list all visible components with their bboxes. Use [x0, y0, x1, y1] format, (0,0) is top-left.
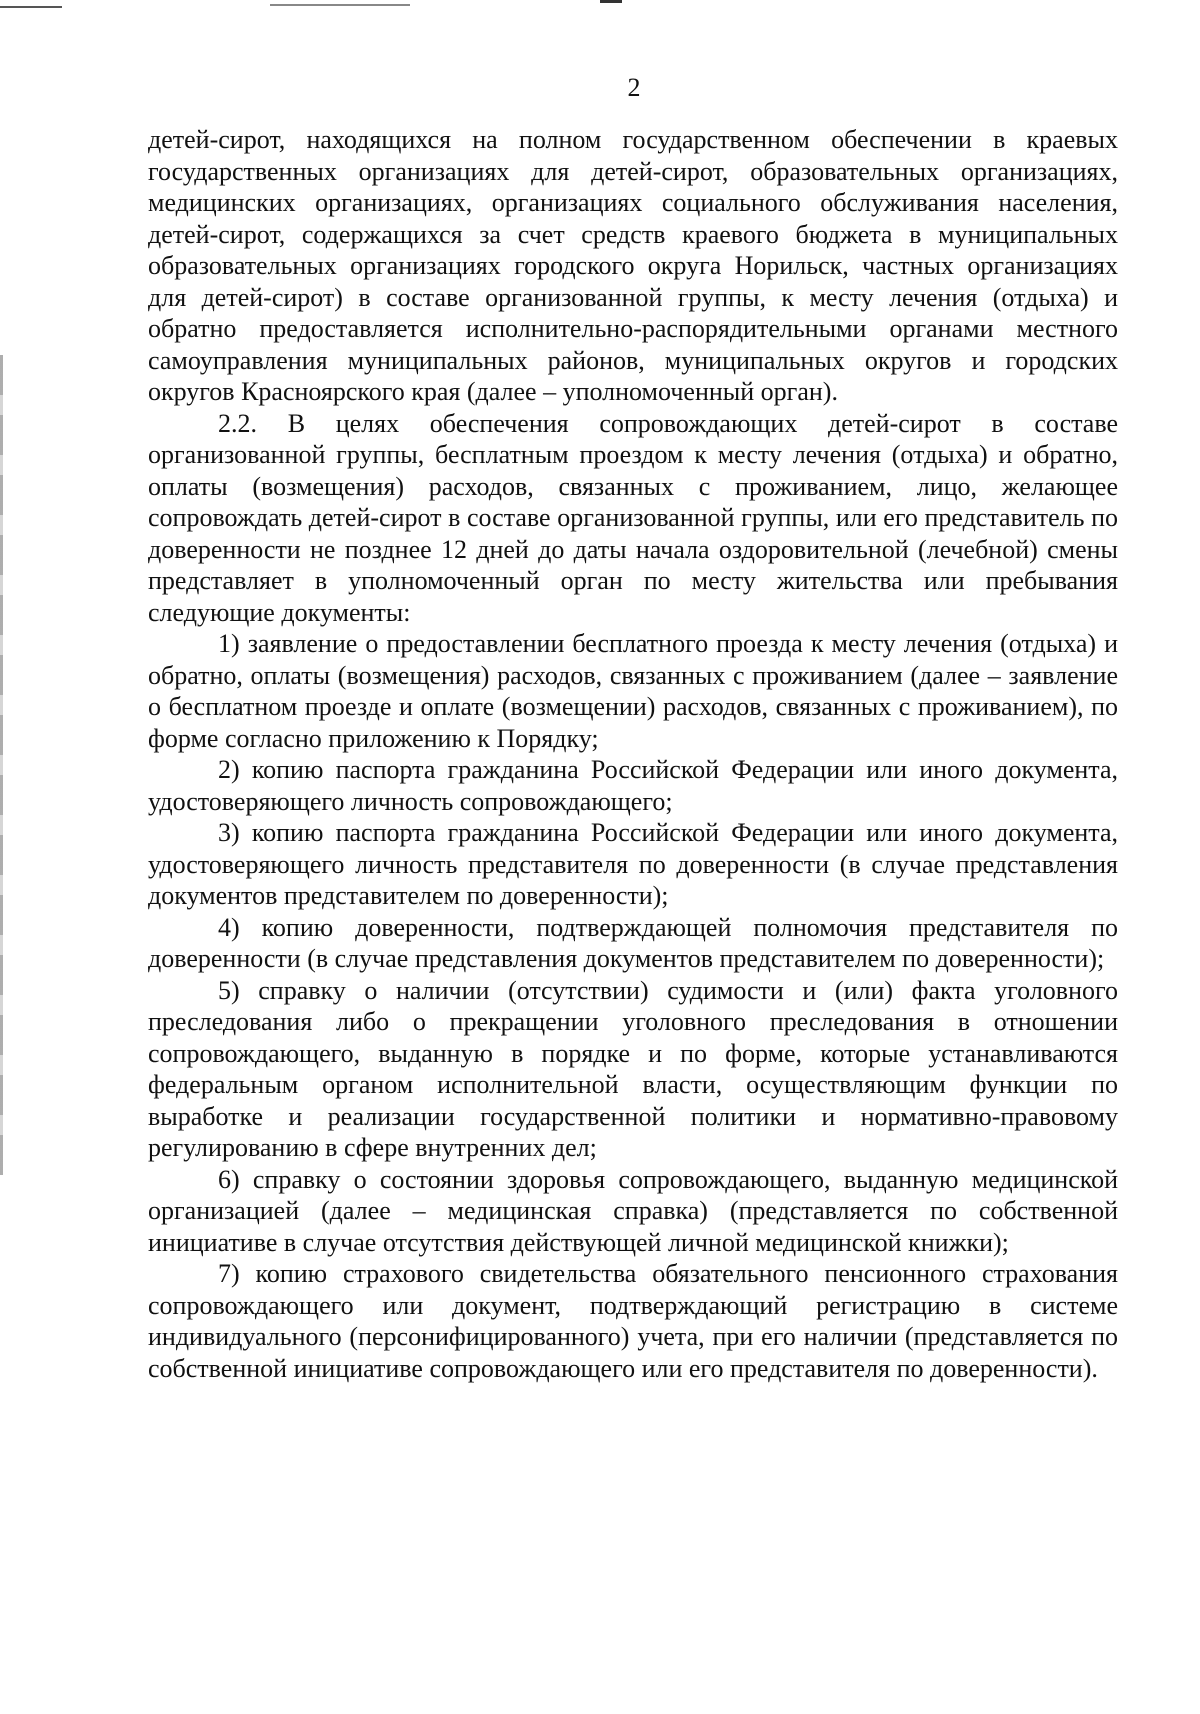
list-item-4: 4) копию доверенности, подтверждающей полномочия представителя по доверенности (в случае представления документов представителем по доверенности); [148, 912, 1118, 973]
list-item-1: 1) заявление о предоставлении бесплатного проезда к месту лечения (отдыха) и обратно, оплаты (возмещения) расходов, связанных с проживанием (далее – заявление о бесплатном проезде и оплате (возмещении) расходов, связанных с проживанием), по форме согласно приложению к Порядку; [148, 629, 1118, 753]
page-number: 2 [627, 73, 641, 102]
list-item-3: 3) копию паспорта гражданина Российской Федерации или иного документа, удостоверяющего личность представителя по доверенности (в случае представления документов представителем по доверенности); [148, 818, 1118, 910]
list-item-6: 6) справку о состоянии здоровья сопровождающего, выданную медицинской организацией (далее – медицинская справка) (представляется по собственной инициативе в случае отсутствия действующей личной медицинской книжки); [148, 1164, 1118, 1257]
scan-artifact-edge [0, 355, 3, 1175]
scan-artifact-line [0, 6, 62, 8]
list-item-7: 7) копию страхового свидетельства обязательного пенсионного страхования сопровождающего или документ, подтверждающий регистрацию в системе индивидуального (персонифицированного) учета, при его наличии (представляется по собственной инициативе сопровождающего или его представителя по доверенности). [148, 1259, 1118, 1383]
document-body [148, 124, 1118, 1384]
list-item-5: 5) справку о наличии (отсутствии) судимости и (или) факта уголовного преследования либо о прекращении уголовного преследования в отношении сопровождающего, выданную в порядке и по форме, которые устанавливаются федеральным органом исполнительной власти, осуществляющим функции по выработке и реализации государственной политики и нормативно-правовому регулированию в сфере внутренних дел; [148, 975, 1118, 1162]
scan-artifact-line [600, 0, 622, 3]
paragraph-clause-2-2: 2.2. В целях обеспечения сопровождающих детей-сирот в составе организованной группы, бесплатным проездом к месту лечения (отдыха) и обратно, оплаты (возмещения) расходов, связанных с проживанием, лицо, желающее сопровождать детей-сирот в составе организованной группы, или его представитель по доверенности не позднее 12 дней до даты начала оздоровительной (лечебной) смены представляет в уполномоченный орган по месту жительства или пребывания следующие документы: [148, 408, 1118, 627]
scan-artifact-line [270, 4, 410, 6]
paragraph-continuation: детей-сирот, находящихся на полном государственном обеспечении в краевых государственных организациях для детей-сирот, образовательных организациях, медицинских организациях, организациях социального обслуживания населения, детей-сирот, содержащихся за счет средств краевого бюджета в муниципальных образовательных организациях городского округа Норильск, частных организациях для детей-сирот) в составе организованной группы, к месту лечения (отдыха) и обратно предоставляется исполнительно-распорядительными органами местного самоуправления муниципальных районов, муниципальных округов и городских округов Красноярского края (далее – уполномоченный орган). [148, 125, 1118, 406]
list-item-2: 2) копию паспорта гражданина Российской Федерации или иного документа, удостоверяющего личность сопровождающего; [148, 755, 1118, 816]
